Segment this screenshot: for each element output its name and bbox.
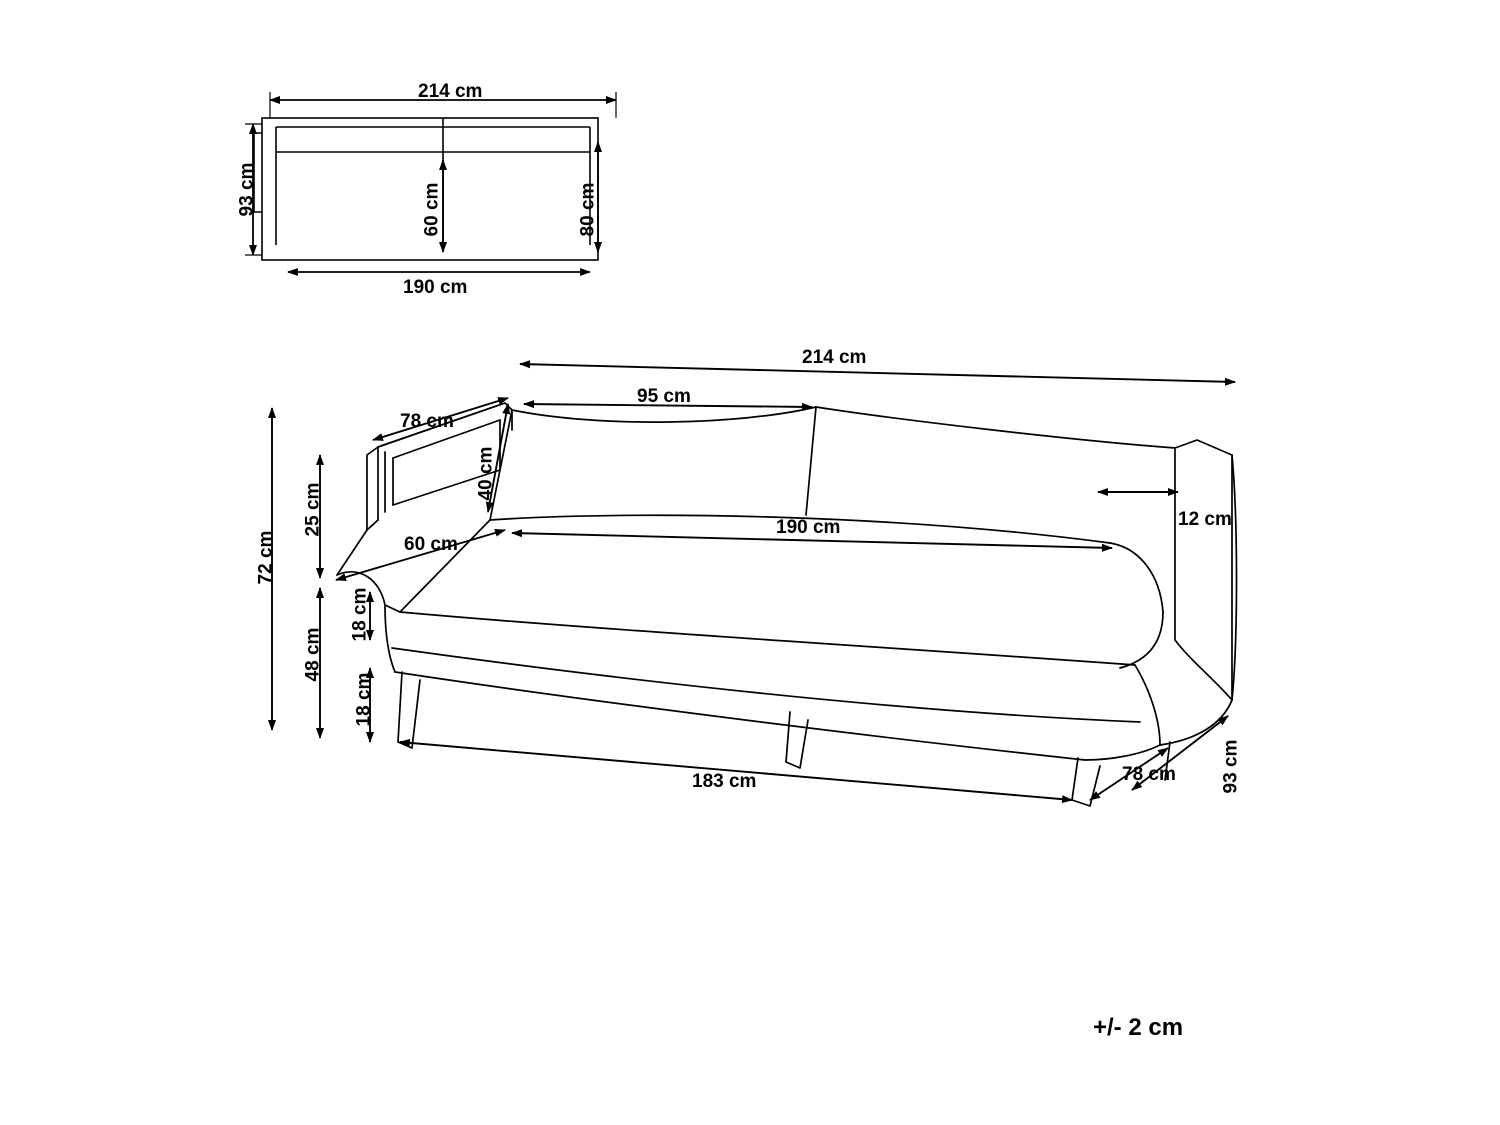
label-persp-seat-height: 48 cm bbox=[302, 627, 324, 682]
label-persp-total-height: 72 cm bbox=[255, 530, 277, 585]
label-top-height-overall: 93 cm bbox=[236, 162, 258, 217]
tolerance-note: +/- 2 cm bbox=[1093, 1014, 1184, 1041]
label-top-width-overall: 214 cm bbox=[418, 81, 483, 102]
label-persp-arm-width: 60 cm bbox=[404, 534, 458, 555]
label-top-side-depth: 80 cm bbox=[577, 182, 599, 237]
label-persp-seat-width: 190 cm bbox=[776, 517, 841, 538]
label-persp-arm-thickness: 12 cm bbox=[1178, 509, 1232, 530]
label-persp-back-height: 40 cm bbox=[475, 446, 497, 501]
label-top-seat-depth: 60 cm bbox=[421, 182, 443, 237]
label-persp-overall-depth: 93 cm bbox=[1220, 739, 1242, 794]
label-persp-base-width: 183 cm bbox=[692, 771, 757, 792]
sofa-perspective-outline bbox=[337, 403, 1237, 806]
label-persp-backrest-width: 95 cm bbox=[637, 386, 691, 407]
label-persp-side-depth: 78 cm bbox=[1122, 764, 1176, 785]
label-persp-leg-height: 18 cm bbox=[353, 672, 375, 727]
label-persp-total-width: 214 cm bbox=[802, 347, 867, 368]
label-persp-arm-depth: 78 cm bbox=[400, 411, 454, 432]
label-persp-back-above-seat: 25 cm bbox=[302, 482, 324, 537]
label-persp-cushion-thickness: 18 cm bbox=[349, 587, 371, 642]
label-top-inner-width: 190 cm bbox=[403, 277, 468, 298]
